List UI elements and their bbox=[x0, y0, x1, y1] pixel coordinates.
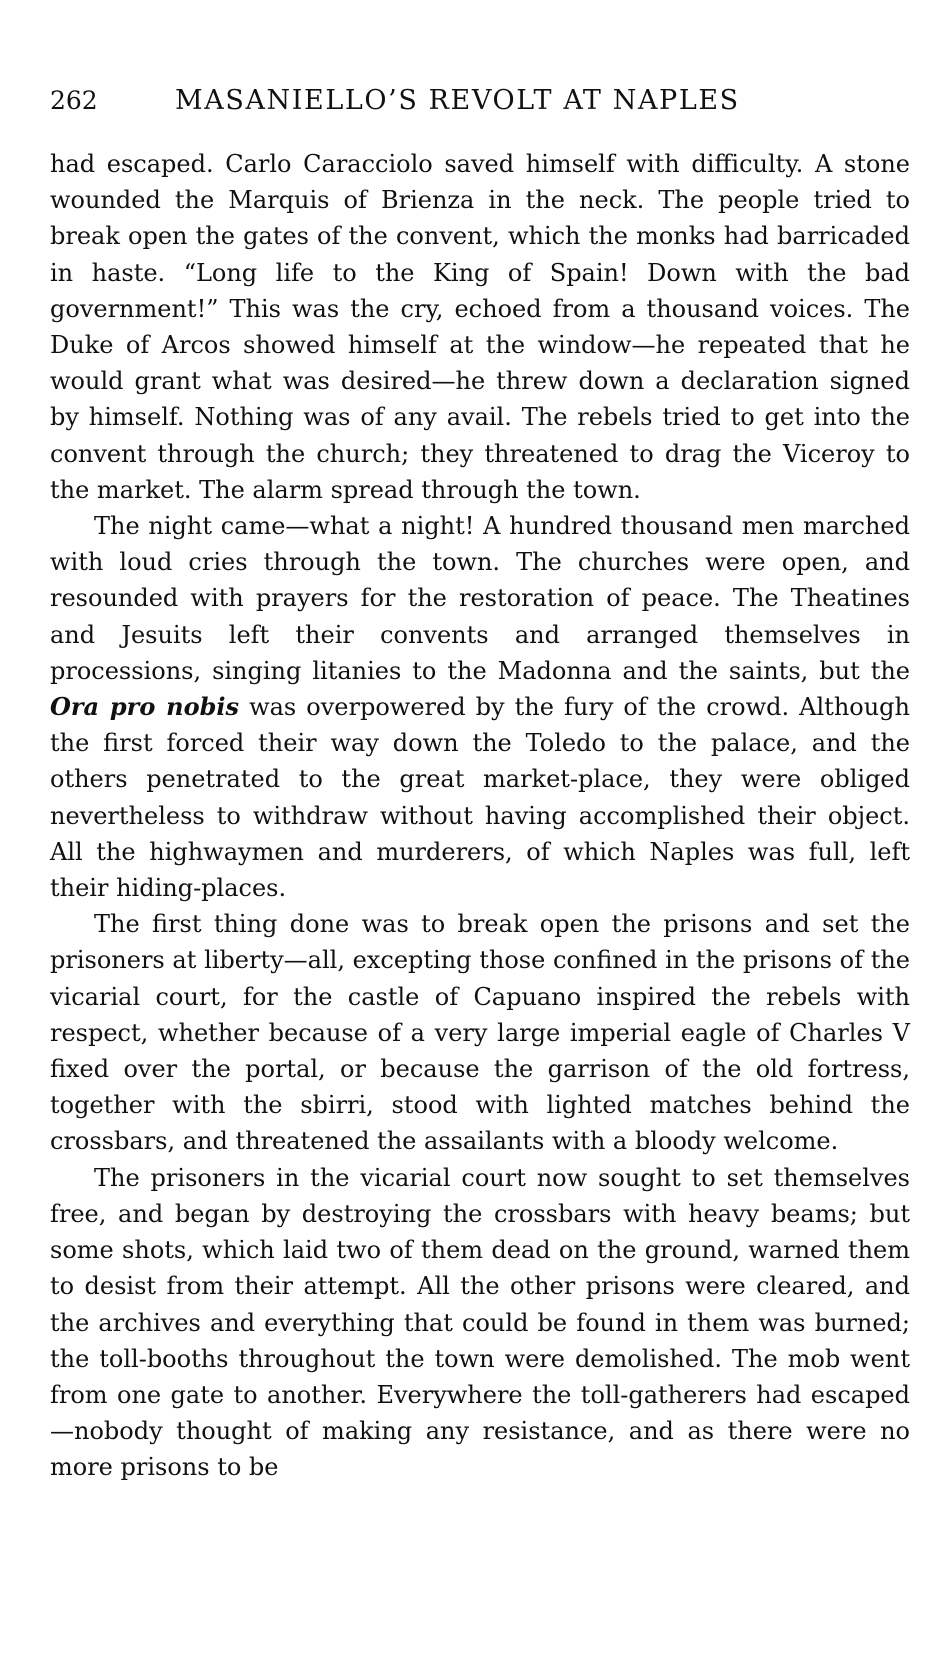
latin-phrase: Ora pro nobis bbox=[50, 692, 239, 722]
book-page bbox=[50, 78, 910, 1486]
body-text bbox=[50, 146, 910, 1486]
running-head bbox=[50, 78, 910, 124]
paragraph-2 bbox=[50, 508, 910, 906]
running-title: MASANIELLO’S REVOLT AT NAPLES bbox=[175, 85, 740, 116]
paragraph-1: had escaped. Carlo Caracciolo saved himself with difficulty. A stone wounded the Marquis of Brienza in the neck. The people tried to break open the gates of the convent, which the monks had barricaded in haste. “Long life to the King of Spain! Down with the bad government!” This was the cry, echoed from a thousand voices. The Duke of Arcos showed himself at the window—he repeated that he would grant what was desired—he threw down a declaration signed by himself. Nothing was of any avail. The rebels tried to get into the convent through the church; they threatened to drag the Viceroy to the market. The alarm spread through the town. bbox=[50, 150, 910, 504]
page-number: 262 bbox=[50, 86, 98, 115]
paragraph-3: The first thing done was to break open the prisons and set the prisoners at liberty—all, excepting those confined in the prisons of the vicarial court, for the castle of Capuano inspired the rebels with respect, whether because of a very large imperial eagle of Charles V fixed over the portal, or because the garrison of the old fortress, together with the sbirri, stood with lighted matches behind the crossbars, and threatened the assailants with a bloody welcome. bbox=[50, 910, 910, 1156]
paragraph-2-text-before: The night came—what a night! A hundred thousand men marched with loud cries through the town. The churches were open, and resounded with prayers for the restoration of peace. The Theatines and Jesuits left their convents and arranged themselves in processions, singing litanies to the Madonna and the saints, but the bbox=[50, 512, 910, 685]
paragraph-2-text-after: was overpowered by the fury of the crowd. Although the first forced their way down the Toledo to the palace, and the others penetrated to the great market-place, they were obliged nevertheless to withdraw without having accomplished their object. All the highwaymen and murderers, of which Naples was full, left their hiding-places. bbox=[50, 693, 911, 903]
paragraph-4: The prisoners in the vicarial court now sought to set themselves free, and began by destroying the crossbars with heavy beams; but some shots, which laid two of them dead on the ground, warned them to desist from their attempt. All the other prisons were cleared, and the archives and everything that could be found in them was burned; the toll-booths throughout the town were demolished. The mob went from one gate to another. Everywhere the toll-gatherers had escaped—nobody thought of making any resistance, and as there were no more prisons to be bbox=[50, 1163, 910, 1482]
